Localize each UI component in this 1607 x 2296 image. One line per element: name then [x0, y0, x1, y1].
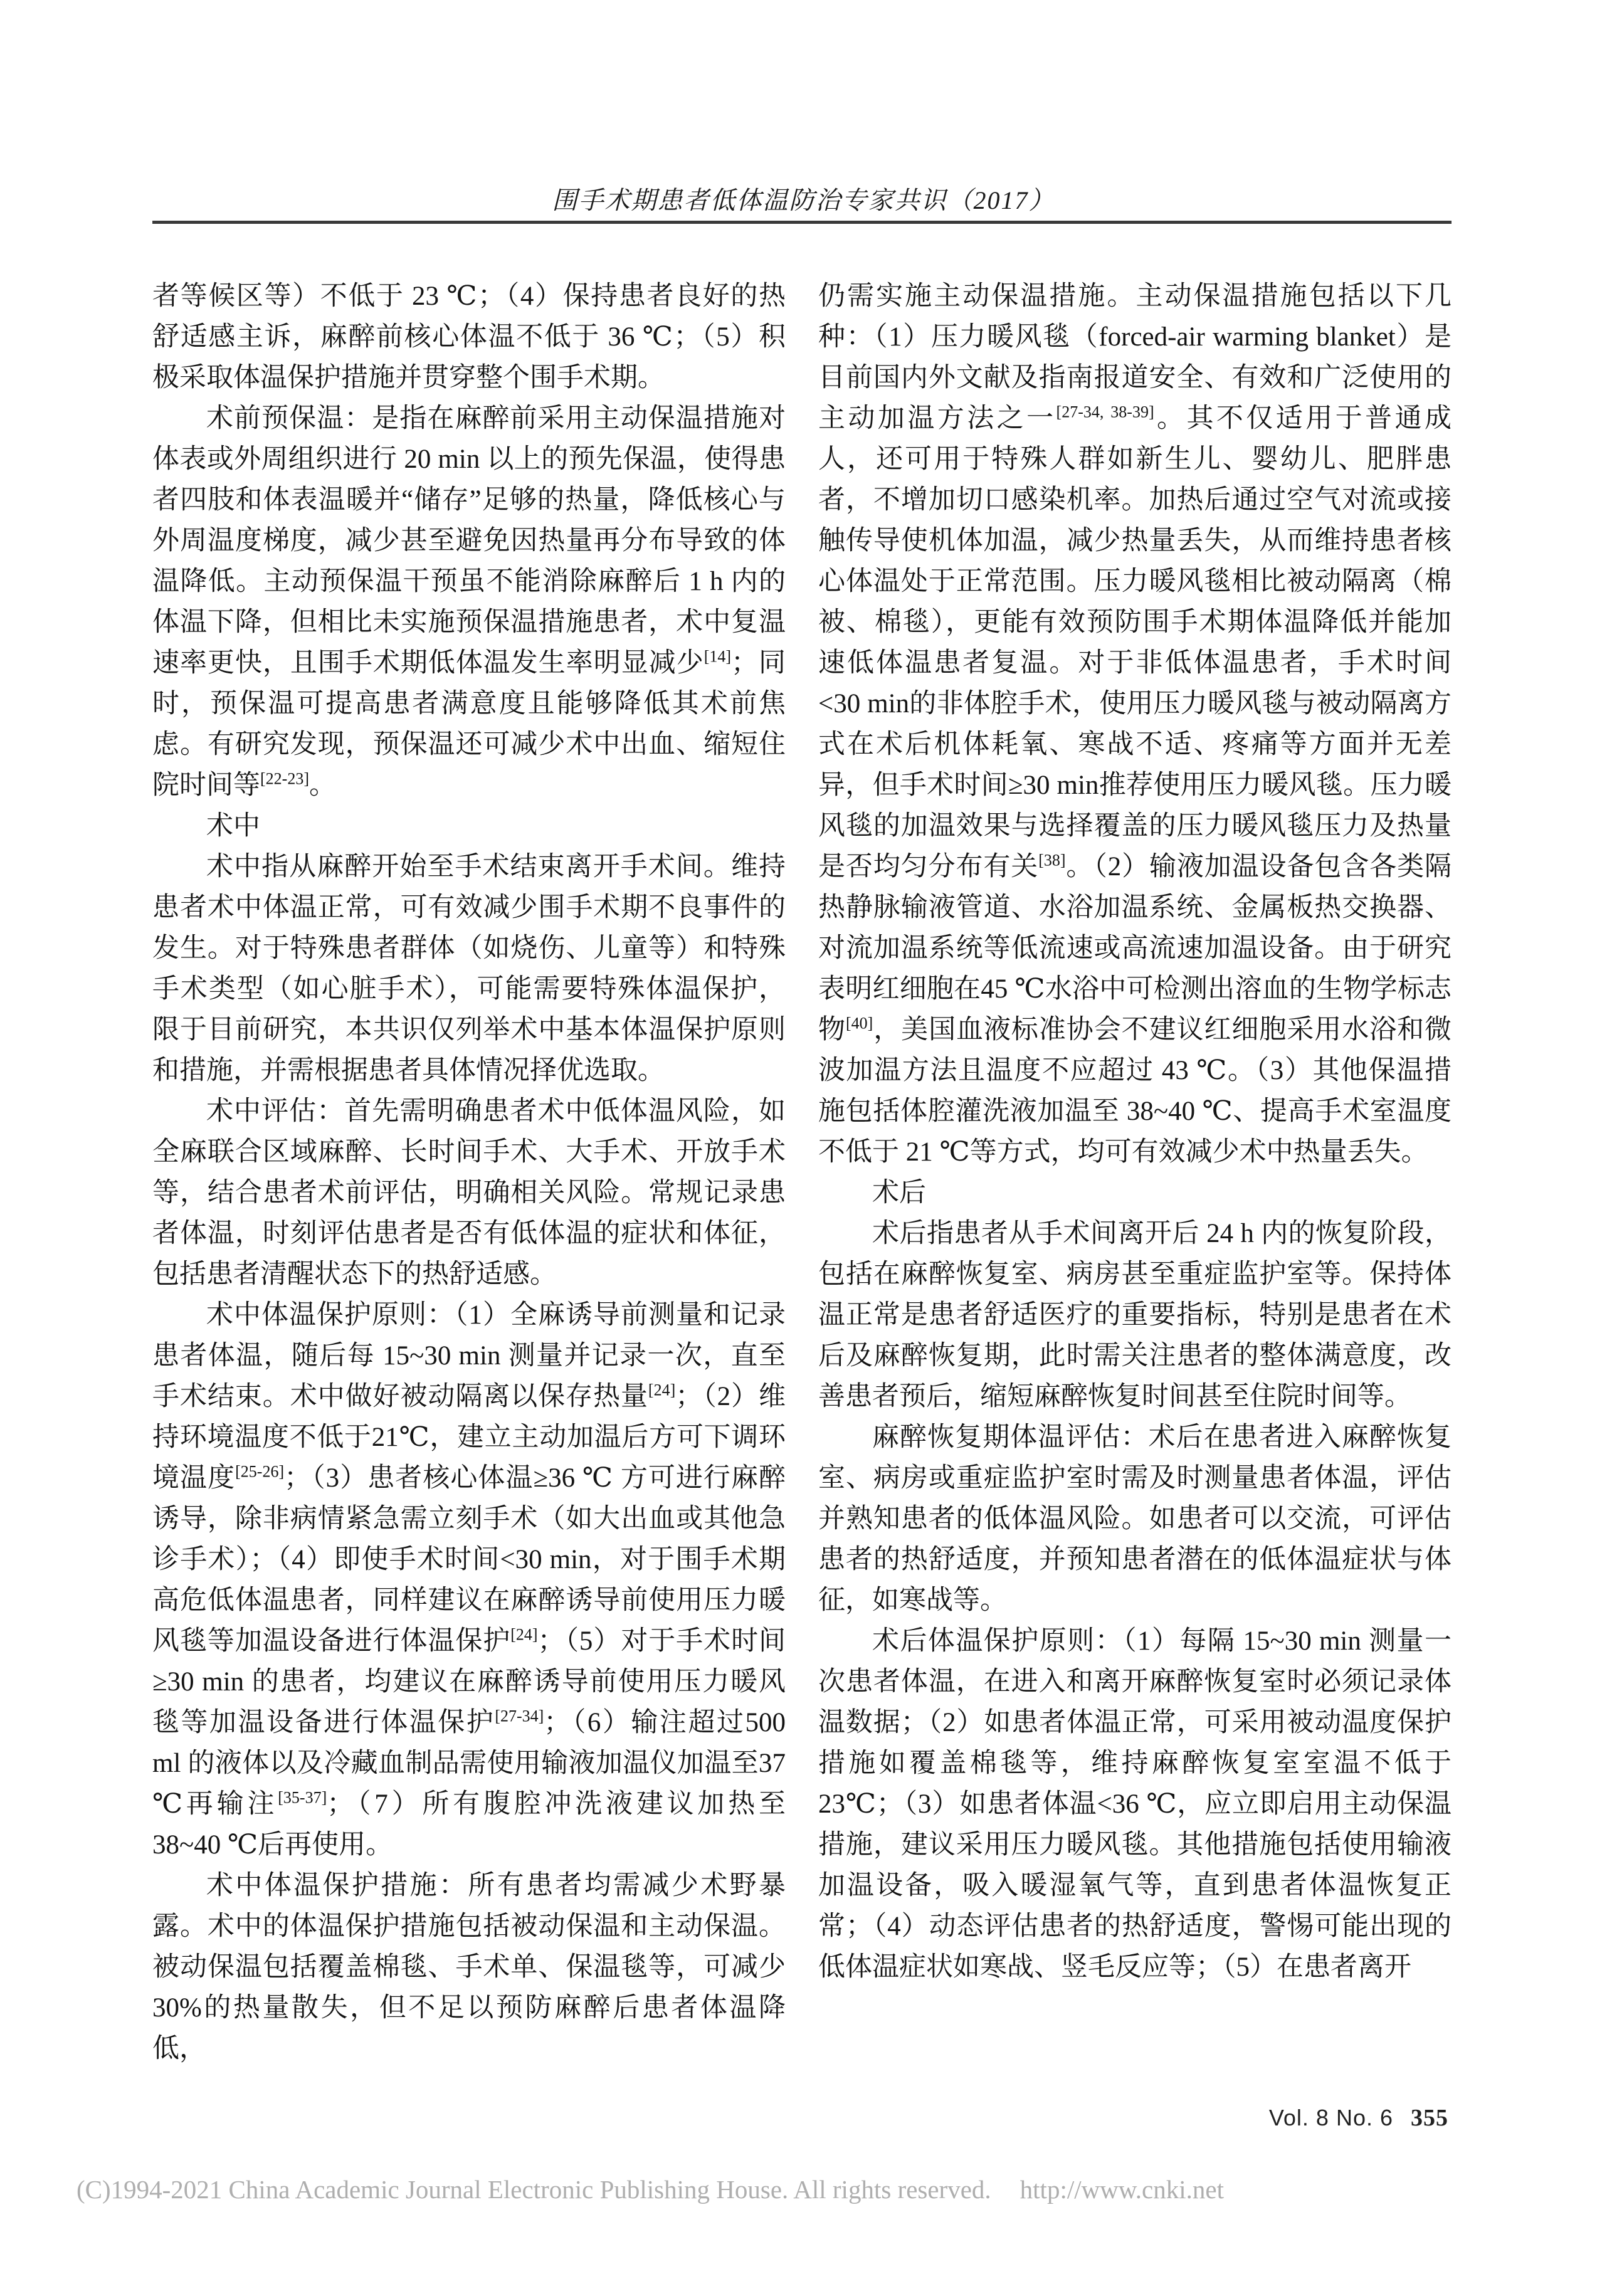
citation-ref: [24] [510, 1625, 538, 1644]
paragraph: 麻醉恢复期体温评估：术后在患者进入麻醉恢复室、病房或重症监护室时需及时测量患者体温，评估并熟知患者的低体温风险。如患者可以交流，可评估患者的热舒适度，并预知患者潜在的低体温症状与体征，如寒战等。 [818, 1423, 1452, 1615]
copyright-text: (C)1994-2021 China Academic Journal Electronic Publishing House. All rights reserved. [76, 2175, 991, 2204]
header-rule [152, 221, 1452, 224]
cnki-url: http://www.cnki.net [1020, 2175, 1224, 2204]
paragraph: 术后指患者从手术间离开后 24 h 内的恢复阶段，包括在麻醉恢复室、病房甚至重症监护室等。保持体温正常是患者舒适医疗的重要指标，特别是患者在术后及麻醉恢复期，此时需关注患者的整体满意度，改善患者预后，缩短麻醉恢复时间甚至住院时间等。 [818, 1219, 1452, 1411]
two-column-text-area [152, 276, 1452, 2069]
paragraph: 术中体温保护措施：所有患者均需减少术野暴露。术中的体温保护措施包括被动保温和主动保温。被动保温包括覆盖棉毯、手术单、保温毯等，可减少30%的热量散失，但不足以预防麻醉后患者体温降低， [152, 1871, 786, 2063]
volume-issue-label: Vol. 8 No. 6 [1268, 2105, 1393, 2130]
paragraph: 者等候区等）不低于 23 ℃；（4）保持患者良好的热舒适感主诉，麻醉前核心体温不低于 36 ℃；（5）积极采取体温保护措施并贯穿整个围手术期。 [152, 282, 786, 392]
paragraph: 术中评估：首先需明确患者术中低体温风险，如全麻联合区域麻醉、长时间手术、大手术、开放手术等，结合患者术前评估，明确相关风险。常规记录患者体温，时刻评估患者是否有低体温的症状和体征，包括患者清醒状态下的热舒适感。 [152, 1097, 786, 1289]
footer-page-info [1269, 2104, 1448, 2132]
page-number: 355 [1411, 2105, 1448, 2131]
paragraph: 术中指从麻醉开始至手术结束离开手术间。维持患者术中体温正常，可有效减少围手术期不良事件的发生。对于特殊患者群体（如烧伤、儿童等）和特殊手术类型（如心脏手术），可能需要特殊体温保护，限于目前研究，本共识仅列举术中基本体温保护原则和措施，并需根据患者具体情况择优选取。 [152, 852, 786, 1085]
citation-ref: [25-26] [235, 1462, 285, 1481]
section-heading: 术后 [872, 1178, 926, 1208]
citation-ref: [22-23] [260, 769, 309, 788]
section-heading: 术中 [206, 811, 260, 841]
citation-ref: [27-34] [495, 1707, 544, 1725]
running-title: 围手术期患者低体温防治专家共识（2017） [552, 186, 1055, 214]
paragraph: 仍需实施主动保温措施。主动保温措施包括以下几种：（1）压力暖风毯（forced-air warming blanket）是目前国内外文献及指南报道安全、有效和广泛使用的主动加温方法之一[27-34, 38-39]。其不仅适用于普通成人，还可用于特殊人群如新生儿、婴幼儿、肥胖患者，不增加切口感染机率。加热后通过空气对流或接触传导使机体加温，减少热量丢失，从而维持患者核心体温处于正常范围。压力暖风毯相比被动隔离（棉被、棉毯），更能有效预防围手术期体温降低并能加速低体温患者复温。对于非低体温患者，手术时间<30 min的非体腔手术，使用压力暖风毯与被动隔离方式在术后机体耗氧、寒战不适、疼痛等方面并无差异，但手术时间≥30 min推荐使用压力暖风毯。压力暖风毯的加温效果与选择覆盖的压力暖风毯压力及热量是否均匀分布有关[38]。（2）输液加温设备包含各类隔热静脉输液管道、水浴加温系统、金属板热交换器、对流加温系统等低流速或高流速加温设备。由于研究表明红细胞在45 ℃水浴中可检测出溶血的生物学标志物[40]，美国血液标准协会不建议红细胞采用水浴和微波加温方法且温度不应超过 43 ℃。（3）其他保温措施包括体腔灌洗液加温至 38~40 ℃、提高手术室温度不低于 21 ℃等方式，均可有效减少术中热量丢失。 [818, 282, 1452, 1167]
citation-ref: [35-37] [278, 1788, 327, 1807]
left-column [152, 276, 786, 2069]
citation-ref: [27-34, 38-39] [1056, 403, 1154, 421]
copyright-line [76, 2174, 1224, 2204]
paragraph: 术中体温保护原则：（1）全麻诱导前测量和记录患者体温，随后每 15~30 min 测量并记录一次，直至手术结束。术中做好被动隔离以保存热量[24]；（2）维持环境温度不低于21℃，建立主动加温后方可下调环境温度[25-26]；（3）患者核心体温≥36 ℃ 方可进行麻醉诱导，除非病情紧急需立刻手术（如大出血或其他急诊手术）；（4）即使手术时间<30 min，对于围手术期高危低体温患者，同样建议在麻醉诱导前使用压力暖风毯等加温设备进行体温保护[24]；（5）对于手术时间≥30 min 的患者，均建议在麻醉诱导前使用压力暖风毯等加温设备进行体温保护[27-34]；（6）输注超过500 ml 的液体以及冷藏血制品需使用输液加温仪加温至37 ℃再输注[35-37]；（7）所有腹腔冲洗液建议加热至 38~40 ℃后再使用。 [152, 1300, 786, 1860]
citation-ref: [24] [648, 1381, 676, 1399]
citation-ref: [14] [703, 647, 732, 666]
paragraph: 术前预保温：是指在麻醉前采用主动保温措施对体表或外周组织进行 20 min 以上的预先保温，使得患者四肢和体表温暖并“储存”足够的热量，降低核心与外周温度梯度，减少甚至避免因热量再分布导致的体温降低。主动预保温干预虽不能消除麻醉后 1 h 内的体温下降，但相比未实施预保温措施患者，术中复温速率更快，且围手术期低体温发生率明显减少[14]；同时，预保温可提高患者满意度且能够降低其术前焦虑。有研究发现，预保温还可减少术中出血、缩短住院时间等[22-23]。 [152, 404, 786, 800]
citation-ref: [40] [845, 1014, 873, 1033]
paragraph: 术后体温保护原则：（1）每隔 15~30 min 测量一次患者体温，在进入和离开麻醉恢复室时必须记录体温数据；（2）如患者体温正常，可采用被动温度保护措施如覆盖棉毯等，维持麻醉恢复室室温不低于23℃；（3）如患者体温<36 ℃，应立即启用主动保温措施，建议采用压力暖风毯。其他措施包括使用输液加温设备，吸入暖湿氧气等，直到患者体温恢复正常；（4）动态评估患者的热舒适度，警惕可能出现的低体温症状如寒战、竖毛反应等；（5）在患者离开 [818, 1626, 1452, 1982]
right-column [818, 276, 1452, 2069]
citation-ref: [38] [1038, 851, 1066, 870]
